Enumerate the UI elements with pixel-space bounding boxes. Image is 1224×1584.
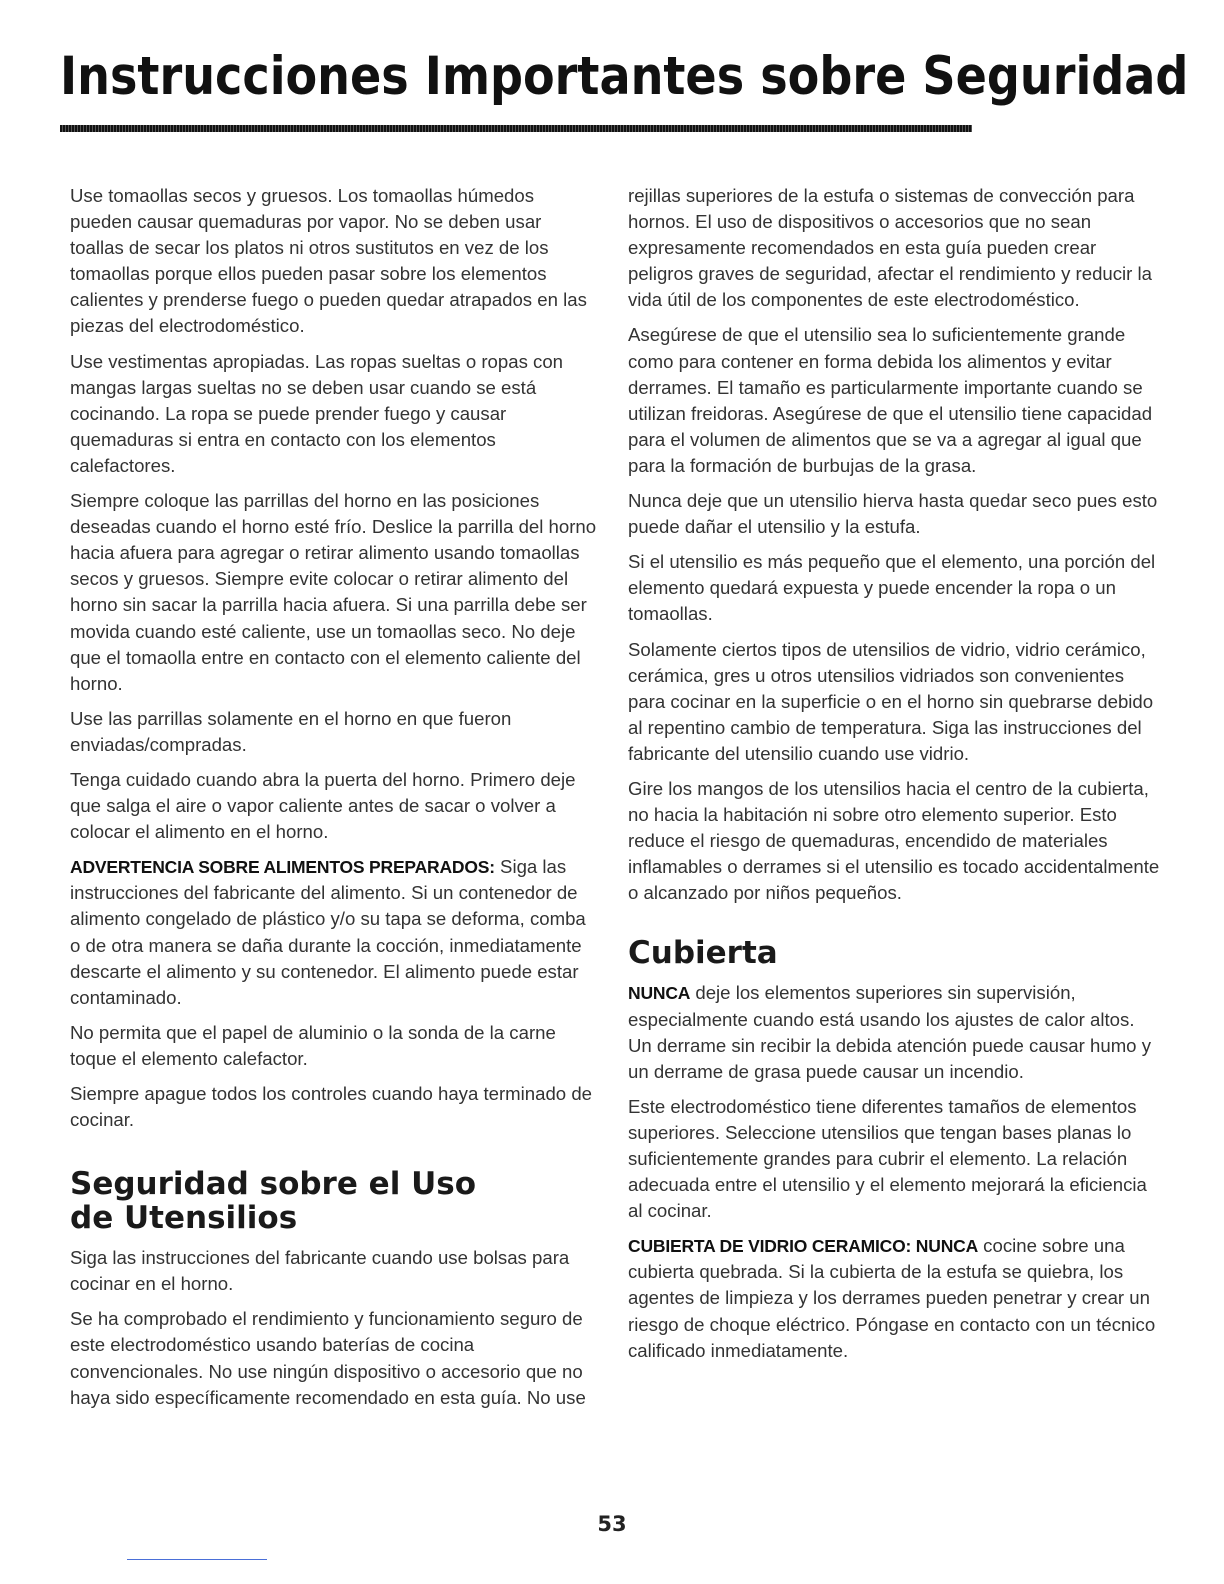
left-column [70, 183, 598, 1420]
section-heading-utensils [70, 1167, 598, 1235]
section-heading-cooktop: Cubierta [628, 935, 778, 972]
paragraph-controls-off: Siempre apague todos los controles cuando haya terminado de cocinar. [70, 1083, 592, 1131]
paragraph-clothing: Use vestimentas apropiadas. Las ropas sueltas o ropas con mangas largas sueltas no se deben usar cuando se está cocinando. La ropa se puede prender fuego y causar quemaduras si entra en contacto con los elementos calefactores. [70, 350, 564, 476]
section-heading-utensils-line2: de Utensilios [70, 1200, 298, 1237]
paragraph-racks-usage: Use las parrillas solamente en el horno en que fueron enviadas/compradas. [70, 707, 512, 755]
paragraph-oven-door: Tenga cuidado cuando abra la puerta del horno. Primero deje que salga el aire o vapor caliente antes de sacar o volver a colocar el alimento en el horno. [70, 768, 576, 843]
paragraph-element-sizes: Este electrodoméstico tiene diferentes tamaños de elementos superiores. Seleccione utensilios que tengan bases planas lo suficientemente grandes para cubrir el elemento. La relación adecuada entre el utensilio y el elemento mejorará la eficiencia al cocinar. [628, 1095, 1147, 1222]
paragraph-glass-utensils: Solamente ciertos tipos de utensilios de vidrio, vidrio cerámico, cerámica, gres u otros utensilios vidriados son convenientes para cocinar en la superficie o en el horno sin quebrarse debido al repentino cambio de temperatura. Siga las instrucciones del fabricante del utensilio cuando use vidrio. [628, 638, 1154, 764]
paragraph-handles: Gire los mangos de los utensilios hacia el centro de la cubierta, no hacia la habitación ni sobre otro elemento superior. Esto reduce el riesgo de quemaduras, encendido de materiales inflamables o derrames si el utensilio es tocado accidentalmente o alcanzado por niños pequeños. [628, 777, 1160, 904]
paragraph-accessories: rejillas superiores de la estufa o sistemas de convección para hornos. El uso de dispositivos o accesorios que no sean expresamente recomendados en esta guía pueden crear peligros graves de seguridad, afectar el rendimiento y reducir la vida útil de los componentes de este electrodoméstico. [628, 185, 1153, 311]
page-title: Instrucciones Importantes sobre Seguridad [60, 46, 1189, 107]
paragraph-ceramic-glass [628, 1233, 1160, 1363]
paragraph-aluminum: No permita que el papel de aluminio o la sonda de la carne toque el elemento calefactor. [70, 1021, 556, 1069]
paragraph-never-unattended [628, 980, 1160, 1084]
title-rule [60, 125, 972, 132]
paragraph-utensil-size: Asegúrese de que el utensilio sea lo suficientemente grande como para contener en forma debida los alimentos y evitar derrames. El tamaño es particularmente importante cuando se utilizan freidoras. Asegúrese de que el utensilio tiene capacidad para el volumen de alimentos que se va a agregar al igual que para la formación de burbujas de la grasa. [628, 324, 1153, 476]
section-heading-utensils-line1: Seguridad sobre el Uso [70, 1166, 477, 1203]
paragraph-food-warning [70, 854, 598, 1011]
paragraph-small-utensil: Si el utensilio es más pequeño que el elemento, una porción del elemento quedará expuesta y puede encender la ropa o un tomaollas. [628, 551, 1156, 625]
food-warning-text: Siga las instrucciones del fabricante del alimento. Si un contenedor de alimento congelado de plástico y/o su tapa se deforma, comba o de otra manera se daña durante la cocción, inmediatamente descarte el alimento y su contenedor. El alimento puede estar contaminado. [70, 856, 586, 1008]
paragraph-towels: Use tomaollas secos y gruesos. Los tomaollas húmedos pueden causar quemaduras por vapor. No se deben usar toallas de secar los platos ni otros sustitutos en vez de los tomaollas porque ellos pueden pasar sobre los elementos calientes y prenderse fuego o pueden quedar atrapados en las piezas del electrodoméstico. [70, 185, 587, 337]
ceramic-lead: CUBIERTA DE VIDRIO CERAMICO: NUNCA [628, 1236, 979, 1257]
ceramic-text: cocine sobre una cubierta quebrada. Si la cubierta de la estufa se quiebra, los agentes de limpieza y los derrames pueden penetrar y crear un riesgo de choque eléctrico. Póngase en contacto con un técnico calificado inmediatamente. [628, 1235, 1156, 1361]
paragraph-cookware: Se ha comprobado el rendimiento y funcionamiento seguro de este electrodoméstico usando baterías de cocina convencionales. No use ningún dispositivo o accesorio que no haya sido específicamente recomendado en esta guía. No use [70, 1308, 586, 1408]
paragraph-cooking-bags: Siga las instrucciones del fabricante cuando use bolsas para cocinar en el horno. [70, 1247, 570, 1295]
paragraph-boil-dry: Nunca deje que un utensilio hierva hasta quedar seco pues esto puede dañar el utensilio y la estufa. [628, 490, 1158, 538]
never-lead: NUNCA [628, 983, 691, 1004]
footer-line [127, 1559, 267, 1560]
paragraph-oven-racks: Siempre coloque las parrillas del horno en las posiciones deseadas cuando el horno esté frío. Deslice la parrilla del horno hacia afuera para agregar o retirar alimento usando tomaollas secos y gruesos. Siempre evite colocar o retirar alimento del horno sin sacar la parrilla hacia afuera. Si una parrilla debe ser movida cuando esté caliente, use un tomaollas seco. No deje que el tomaolla entre en contacto con el elemento caliente del horno. [70, 490, 597, 694]
page-number: 53 [597, 1512, 627, 1536]
never-text: deje los elementos superiores sin supervisión, especialmente cuando está usando los ajustes de calor altos. Un derrame sin recibir la debida atención puede causar humo y un derrame de grasa puede causar un incendio. [628, 982, 1151, 1082]
food-warning-lead: ADVERTENCIA SOBRE ALIMENTOS PREPARADOS: [70, 857, 495, 878]
right-column [628, 183, 1160, 1373]
